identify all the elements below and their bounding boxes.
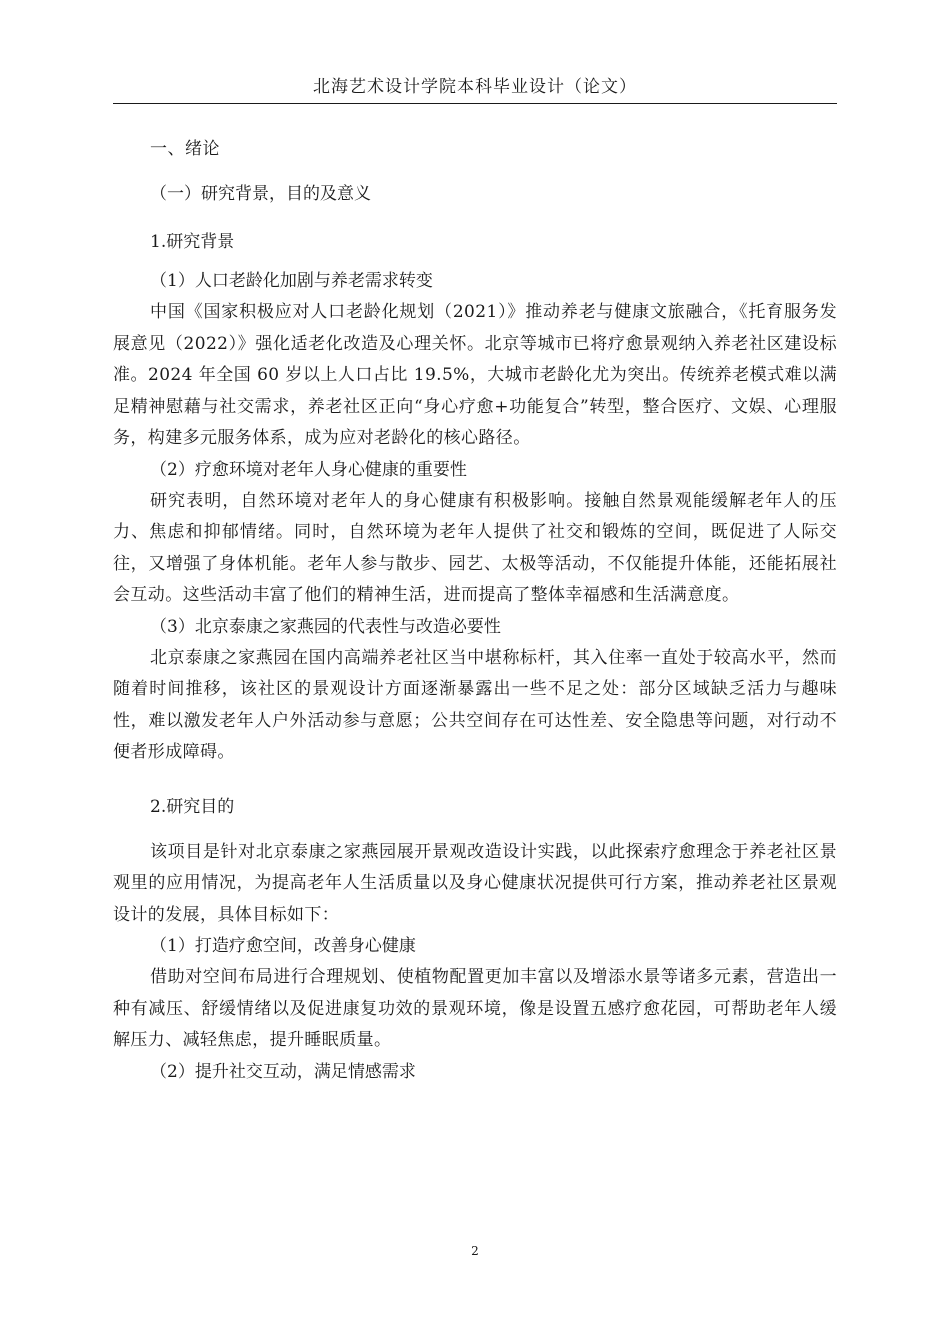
subsection-title-background: 1.研究背景 [150, 232, 235, 252]
chapter-title: 一、绪论 [150, 139, 220, 159]
paragraph-purpose-intro: 该项目是针对北京泰康之家燕园展开景观改造设计实践，以此探索疗愈理念于养老社区景观里的应用情况，为提高老年人生活质量以及身心健康状况提供可行方案，推动养老社区景观设计的发展，具体目标如下： [113, 841, 837, 925]
subsection-title-purpose: 2.研究目的 [150, 796, 235, 817]
item-heading-social-interaction: （2）提升社交互动，满足情感需求 [150, 1061, 416, 1082]
item-heading-healing-space: （1）打造疗愈空间，改善身心健康 [150, 936, 416, 956]
paragraph-healing-space: 借助对空间布局进行合理规划、使植物配置更加丰富以及增添水景等诸多元素，营造出一种有减压、舒缓情绪以及促进康复功效的景观环境，像是设置五感疗愈花园，可帮助老年人缓解压力、减轻焦虑，提升睡眠质量。 [113, 967, 837, 1050]
section-title: （一）研究背景，目的及意义 [150, 184, 371, 204]
page-header-title: 北海艺术设计学院本科毕业设计（论文） [313, 77, 637, 97]
document-body [113, 128, 837, 1088]
paragraph-yanyuan: 北京泰康之家燕园在国内高端养老社区当中堪称标杆，其入住率一直处于较高水平，然而随着时间推移，该社区的景观设计方面逐渐暴露出一些不足之处：部分区域缺乏活力与趣味性，难以激发老年人户外活动参与意愿；公共空间存在可达性差、安全隐患等问题，对行动不便者形成障碍。 [113, 647, 837, 762]
header-divider [113, 103, 837, 104]
paragraph-aging: 中国《国家积极应对人口老龄化规划（2021）》推动养老与健康文旅融合，《托育服务发展意见（2022）》强化适老化改造及心理关怀。北京等城市已将疗愈景观纳入养老社区建设标准。2024 年全国 60 岁以上人口占比 19.5%，大城市老龄化尤为突出。传统养老模式难以满足精神慰藉与社交需求，养老社区正向“身心疗愈+功能复合”转型，整合医疗、文娱、心理服务，构建多元服务体系，成为应对老龄化的核心路径。 [113, 302, 837, 448]
paragraph-healing-environment: 研究表明，自然环境对老年人的身心健康有积极影响。接触自然景观能缓解老年人的压力、焦虑和抑郁情绪。同时，自然环境为老年人提供了社交和锻炼的空间，既促进了人际交往，又增强了身体机能。老年人参与散步、园艺、太极等活动，不仅能提升体能，还能拓展社会互动。这些活动丰富了他们的精神生活，进而提高了整体幸福感和生活满意度。 [113, 490, 837, 605]
page-number: 2 [471, 1244, 479, 1258]
item-heading-healing-environment: （2）疗愈环境对老年人身心健康的重要性 [150, 459, 467, 480]
item-heading-aging: （1）人口老龄化加剧与养老需求转变 [150, 271, 433, 291]
item-heading-yanyuan: （3）北京泰康之家燕园的代表性与改造必要性 [150, 616, 501, 637]
